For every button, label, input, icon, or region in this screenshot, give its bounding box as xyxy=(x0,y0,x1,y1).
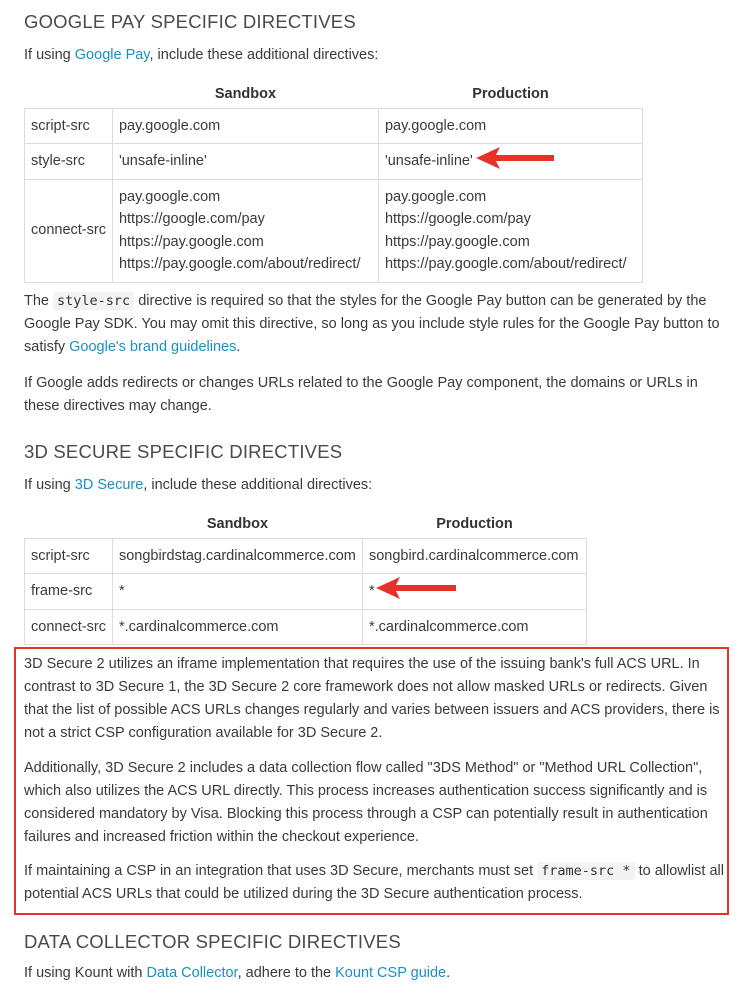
cell-line: pay.google.com xyxy=(384,188,487,205)
intro-text: If using xyxy=(24,47,75,63)
brand-guidelines-link[interactable]: Google's brand guidelines xyxy=(69,339,237,355)
table-row xyxy=(25,538,587,574)
frame-src-requirement-note xyxy=(24,860,728,906)
table-row xyxy=(25,574,587,610)
production-cell xyxy=(378,179,642,282)
table-header-blank xyxy=(25,510,113,538)
data-collector-link[interactable]: Data Collector xyxy=(146,965,238,981)
table-row xyxy=(25,108,643,144)
3ds2-iframe-note: 3D Secure 2 utilizes an iframe implementation that requires the use of the issuing bank's full ACS URL. In contrast to 3D Secure 1, the 3D Secure 2 core framework does not allow masked URLs or redirects. Given that the list of possible ACS URLs changes regularly and varies between issuers and ACS providers, there is not a strict CSP configuration available for 3D Secure 2. xyxy=(24,656,720,741)
cell-line: https://google.com/pay xyxy=(118,211,265,227)
table-header-production: Production xyxy=(472,85,549,102)
paragraph-text: . xyxy=(236,339,241,355)
sandbox-cell: * xyxy=(112,574,362,610)
directive-cell: script-src xyxy=(25,108,113,144)
directive-cell: frame-src xyxy=(25,574,113,610)
paragraph-text: to allowlist all potential ACS URLs that could be utilized during the 3D Secure authentication process. xyxy=(24,863,724,902)
3ds-method-note: Additionally, 3D Secure 2 includes a data collection flow called "3DS Method" or "Method URL Collection", which also utilizes the ACS URL directly. This process increases authentication success significantly and is considered mandatory by Visa. Blocking this process through a CSP can potentially result in authentication failures and increased friction within the checkout experience. xyxy=(24,760,708,845)
production-cell: pay.google.com xyxy=(378,108,642,144)
kount-csp-guide-link[interactable]: Kount CSP guide xyxy=(335,965,447,981)
intro-text: , adhere to the xyxy=(237,965,336,981)
intro-text: , include these additional directives: xyxy=(143,477,373,493)
3d-secure-directives-table xyxy=(24,510,587,645)
sandbox-cell: 'unsafe-inline' xyxy=(112,144,378,180)
intro-text: , include these additional directives: xyxy=(149,47,379,63)
table-header-sandbox: Sandbox xyxy=(214,85,277,102)
paragraph-text: If maintaining a CSP in an integration that uses 3D Secure, merchants must set xyxy=(24,863,538,879)
cell-line: https://google.com/pay xyxy=(384,211,531,227)
directive-cell: connect-src xyxy=(25,609,113,645)
google-redirects-note: If Google adds redirects or changes URLs related to the Google Pay component, the domains or URLs in these directives may change. xyxy=(24,375,698,414)
3d-secure-heading: 3D SECURE SPECIFIC DIRECTIVES xyxy=(24,441,343,462)
cell-line: https://pay.google.com xyxy=(384,233,530,250)
intro-text: . xyxy=(446,965,451,981)
google-pay-intro xyxy=(24,44,728,67)
frame-src-code: frame-src * xyxy=(537,862,634,880)
google-pay-link[interactable]: Google Pay xyxy=(74,47,150,63)
table-header-production: Production xyxy=(436,515,513,532)
paragraph-text: The xyxy=(24,293,54,309)
production-cell: * xyxy=(362,574,586,610)
intro-text: If using Kount with xyxy=(24,965,147,981)
directive-cell: script-src xyxy=(25,538,113,574)
production-cell: *.cardinalcommerce.com xyxy=(362,609,586,645)
table-header-sandbox: Sandbox xyxy=(206,515,269,532)
google-pay-directives-table xyxy=(24,80,643,283)
intro-text: If using xyxy=(24,477,75,493)
3d-secure-link[interactable]: 3D Secure xyxy=(74,477,144,493)
sandbox-cell: songbirdstag.cardinalcommerce.com xyxy=(112,538,362,574)
production-cell: 'unsafe-inline' xyxy=(378,144,642,180)
table-row xyxy=(25,609,587,645)
cell-line: https://pay.google.com xyxy=(118,233,264,250)
data-collector-intro xyxy=(24,962,728,985)
cell-line: https://pay.google.com/about/redirect/ xyxy=(384,256,627,272)
google-pay-heading: GOOGLE PAY SPECIFIC DIRECTIVES xyxy=(24,11,356,32)
table-header-blank xyxy=(25,80,113,108)
sandbox-cell: *.cardinalcommerce.com xyxy=(112,609,362,645)
sandbox-cell: pay.google.com xyxy=(112,108,378,144)
sandbox-cell xyxy=(112,179,378,282)
data-collector-heading: DATA COLLECTOR SPECIFIC DIRECTIVES xyxy=(24,931,401,952)
style-src-explanation xyxy=(24,290,728,359)
table-row xyxy=(25,179,643,282)
style-src-code: style-src xyxy=(53,292,134,310)
paragraph-text: directive is required so that the styles for the Google Pay button can be generated by the Google Pay SDK. You may omit this directive, so long as you include style rules for the Google Pay button to satisfy xyxy=(24,293,720,355)
annotation-arrow-icon xyxy=(374,575,458,601)
annotation-arrow-icon xyxy=(474,145,556,171)
cell-line: pay.google.com xyxy=(118,188,221,205)
3d-secure-intro xyxy=(24,474,728,497)
directive-cell: connect-src xyxy=(25,179,113,282)
cell-line: https://pay.google.com/about/redirect/ xyxy=(118,256,361,272)
directive-cell: style-src xyxy=(25,144,113,180)
production-cell: songbird.cardinalcommerce.com xyxy=(362,538,586,574)
